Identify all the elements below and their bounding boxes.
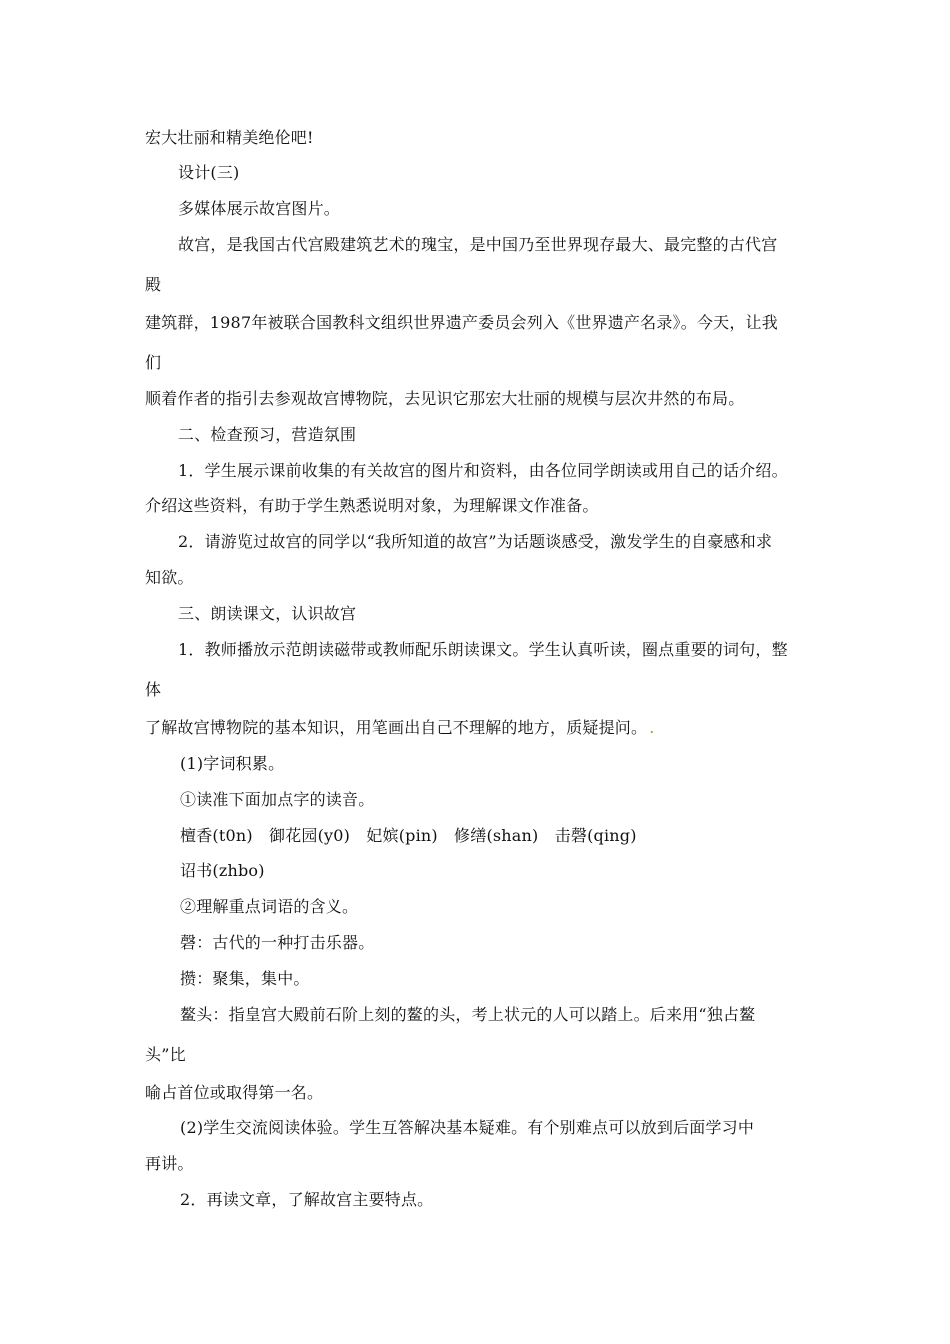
paragraph-line: 多媒体展示故宫图片。	[178, 199, 341, 218]
paragraph-text: 了解故宫博物院的基本知识，用笔画出自己不理解的地方，质疑提问。	[145, 718, 648, 737]
definition-line: 鳌头：指皇宫大殿前石阶上刻的鳌的头，考上状元的人可以踏上。后来用“独占鳌	[180, 1005, 756, 1024]
paragraph-line: 顺着作者的指引去参观故宫博物院，去见识它那宏大壮丽的规模与层次井然的布局。	[145, 389, 745, 408]
paragraph-line: (2)学生交流阅读体验。学生互答解决基本疑难。有个别难点可以放到后面学习中	[180, 1118, 755, 1137]
paragraph-line: 2．请游览过故宫的同学以“我所知道的故宫”为话题谈感受，激发学生的自豪感和求	[178, 532, 773, 551]
paragraph-line: 再讲。	[145, 1154, 194, 1173]
paragraph-line: 殿	[145, 275, 162, 294]
paragraph-line: ②理解重点词语的含义。	[180, 897, 359, 916]
paragraph-line: 知欲。	[145, 568, 194, 587]
paragraph-line: ①读准下面加点字的读音。	[180, 790, 375, 809]
stray-mark: .	[649, 718, 655, 737]
pronunciation-list: 檀香(t0n) 御花园(y0) 妃嫔(pin) 修缮(shan) 击磬(qing)	[180, 826, 637, 845]
paragraph-line: 们	[145, 353, 162, 372]
paragraph-line: 2．再读文章，了解故宫主要特点。	[180, 1190, 434, 1209]
definition-line: 攒：聚集，集中。	[180, 969, 310, 988]
paragraph-line: 宏大壮丽和精美绝伦吧!	[145, 128, 314, 147]
definition-line: 喻占首位或取得第一名。	[145, 1083, 324, 1102]
paragraph-line: 1．教师播放示范朗读磁带或教师配乐朗读课文。学生认真听读，圈点重要的词句，整	[178, 640, 788, 659]
paragraph-line: 介绍这些资料，有助于学生熟悉说明对象，为理解课文作准备。	[145, 496, 599, 515]
section-heading: 设计(三)	[178, 163, 240, 182]
section-heading: 二、检查预习，营造氛围	[178, 425, 357, 444]
paragraph-line: 故宫，是我国古代宫殿建筑艺术的瑰宝，是中国乃至世界现存最大、最完整的古代宫	[178, 235, 778, 254]
section-heading: 三、朗读课文，认识故宫	[178, 604, 357, 623]
definition-line: 头”比	[145, 1045, 186, 1064]
paragraph-line-with-mark	[145, 718, 655, 738]
subsection-heading: (1)字词积累。	[180, 754, 285, 773]
paragraph-line: 建筑群，1987年被联合国教科文组织世界遗产委员会列入《世界遗产名录》。今天，让我	[145, 313, 778, 332]
pronunciation-list: 诏书(zhbo)	[180, 861, 265, 880]
paragraph-line: 体	[145, 680, 162, 699]
definition-line: 磬：古代的一种打击乐器。	[180, 933, 375, 952]
paragraph-line: 1．学生展示课前收集的有关故宫的图片和资料，由各位同学朗读或用自己的话介绍。	[178, 461, 788, 480]
